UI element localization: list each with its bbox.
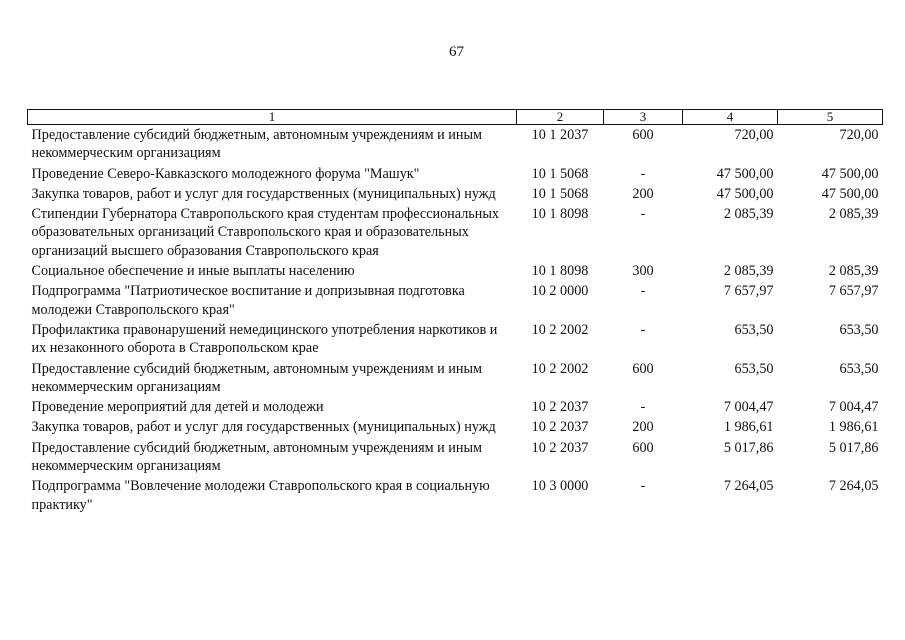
row-code-cell: 10 2 2037 [531,419,589,436]
row-type-cell: - [640,206,646,223]
row-code-cell: 10 1 2037 [531,127,589,143]
row-type-cell: - [640,165,646,182]
row-value-5-cell: 653,50 [839,360,879,377]
table-row [28,261,883,281]
row-code-cell: 10 1 8098 [531,263,589,280]
row-value-4-cell: 5 017,86 [723,439,774,456]
row-value-5-cell: 7 004,47 [828,399,879,416]
row-value-4-cell: 2 085,39 [723,206,774,223]
table-row [28,164,883,184]
row-type-cell: - [640,478,646,495]
row-name-cell: Проведение Северо-Кавказского молодежного форума "Машук" [31,165,420,182]
row-value-5-cell: 7 264,05 [828,478,879,495]
row-value-5-cell: 720,00 [839,127,879,143]
row-value-5-cell: 47 500,00 [821,165,879,182]
row-value-5-cell: 653,50 [839,321,879,338]
row-name-cell: Предоставление субсидий бюджетным, автономным учреждениям и иным некоммерческим организациям [31,439,482,475]
row-code-cell: 10 2 2002 [531,321,589,338]
row-code-cell: 10 2 2037 [531,399,589,416]
budget-table [27,109,883,515]
row-value-4-cell: 7 004,47 [723,399,774,416]
column-header-3: 3 [604,110,683,125]
table-row [28,125,883,164]
row-type-cell: - [640,321,646,338]
row-value-4-cell: 720,00 [734,127,774,143]
page-number: 67 [449,44,464,60]
table-row [28,438,883,477]
row-value-5-cell: 2 085,39 [828,263,879,280]
table-row [28,204,883,261]
row-value-5-cell: 47 500,00 [821,185,879,202]
row-type-cell: 600 [632,360,654,377]
column-header-2: 2 [517,110,604,125]
row-name-cell: Подпрограмма "Патриотическое воспитание и допризывная подготовка молодежи Ставропольского края" [31,283,465,318]
table-row [28,397,883,417]
row-value-5-cell: 2 085,39 [828,206,879,223]
row-name-cell: Предоставление субсидий бюджетным, автономным учреждениям и иным некоммерческим организациям [31,127,482,162]
row-value-5-cell: 1 986,61 [828,419,879,436]
row-code-cell: 10 2 2002 [531,360,589,377]
column-header-4: 4 [683,110,778,125]
row-code-cell: 10 1 5068 [531,165,589,182]
row-value-4-cell: 7 264,05 [723,478,774,495]
row-name-cell: Проведение мероприятий для детей и молодежи [31,399,324,416]
row-value-4-cell: 653,50 [734,360,774,377]
row-type-cell: 600 [632,127,654,143]
row-value-4-cell: 2 085,39 [723,263,774,280]
row-type-cell: - [640,283,646,300]
table-body [28,125,883,515]
row-code-cell: 10 2 2037 [531,439,589,456]
row-type-cell: 300 [632,263,654,280]
row-name-cell: Предоставление субсидий бюджетным, автономным учреждениям и иным некоммерческим организациям [31,360,482,395]
row-name-cell: Закупка товаров, работ и услуг для государственных (муниципальных) нужд [31,185,496,202]
row-name-cell: Подпрограмма "Вовлечение молодежи Ставропольского края в социальную практику" [31,478,490,513]
row-value-4-cell: 7 657,97 [723,283,774,300]
row-value-4-cell: 653,50 [734,321,774,338]
row-code-cell: 10 1 8098 [531,206,589,223]
row-code-cell: 10 2 0000 [531,283,589,300]
row-type-cell: - [640,399,646,416]
table-row [28,417,883,437]
column-header-5: 5 [778,110,883,125]
table-row [28,320,883,359]
row-code-cell: 10 3 0000 [531,478,589,495]
row-name-cell: Стипендии Губернатора Ставропольского края студентам профессиональных образовательных организаций Ставропольского края и образовательных организаций высшего образования Ставропольского края [31,206,499,259]
row-name-cell: Социальное обеспечение и иные выплаты населению [31,263,355,280]
row-name-cell: Профилактика правонарушений немедицинского употребления наркотиков и их незаконного оборота в Ставропольском крае [31,321,498,357]
row-code-cell: 10 1 5068 [531,185,589,202]
row-value-5-cell: 7 657,97 [828,283,879,300]
table-row [28,281,883,320]
table-row [28,476,883,515]
table-row [28,359,883,398]
row-value-4-cell: 47 500,00 [716,165,774,182]
row-value-5-cell: 5 017,86 [828,439,879,456]
column-header-1: 1 [28,110,517,125]
row-name-cell: Закупка товаров, работ и услуг для государственных (муниципальных) нужд [31,419,496,436]
row-type-cell: 200 [632,419,654,436]
column-number-header-row [28,110,883,125]
row-type-cell: 200 [632,185,654,202]
table-row [28,184,883,204]
row-value-4-cell: 47 500,00 [716,185,774,202]
row-value-4-cell: 1 986,61 [723,419,774,436]
row-type-cell: 600 [632,439,654,456]
